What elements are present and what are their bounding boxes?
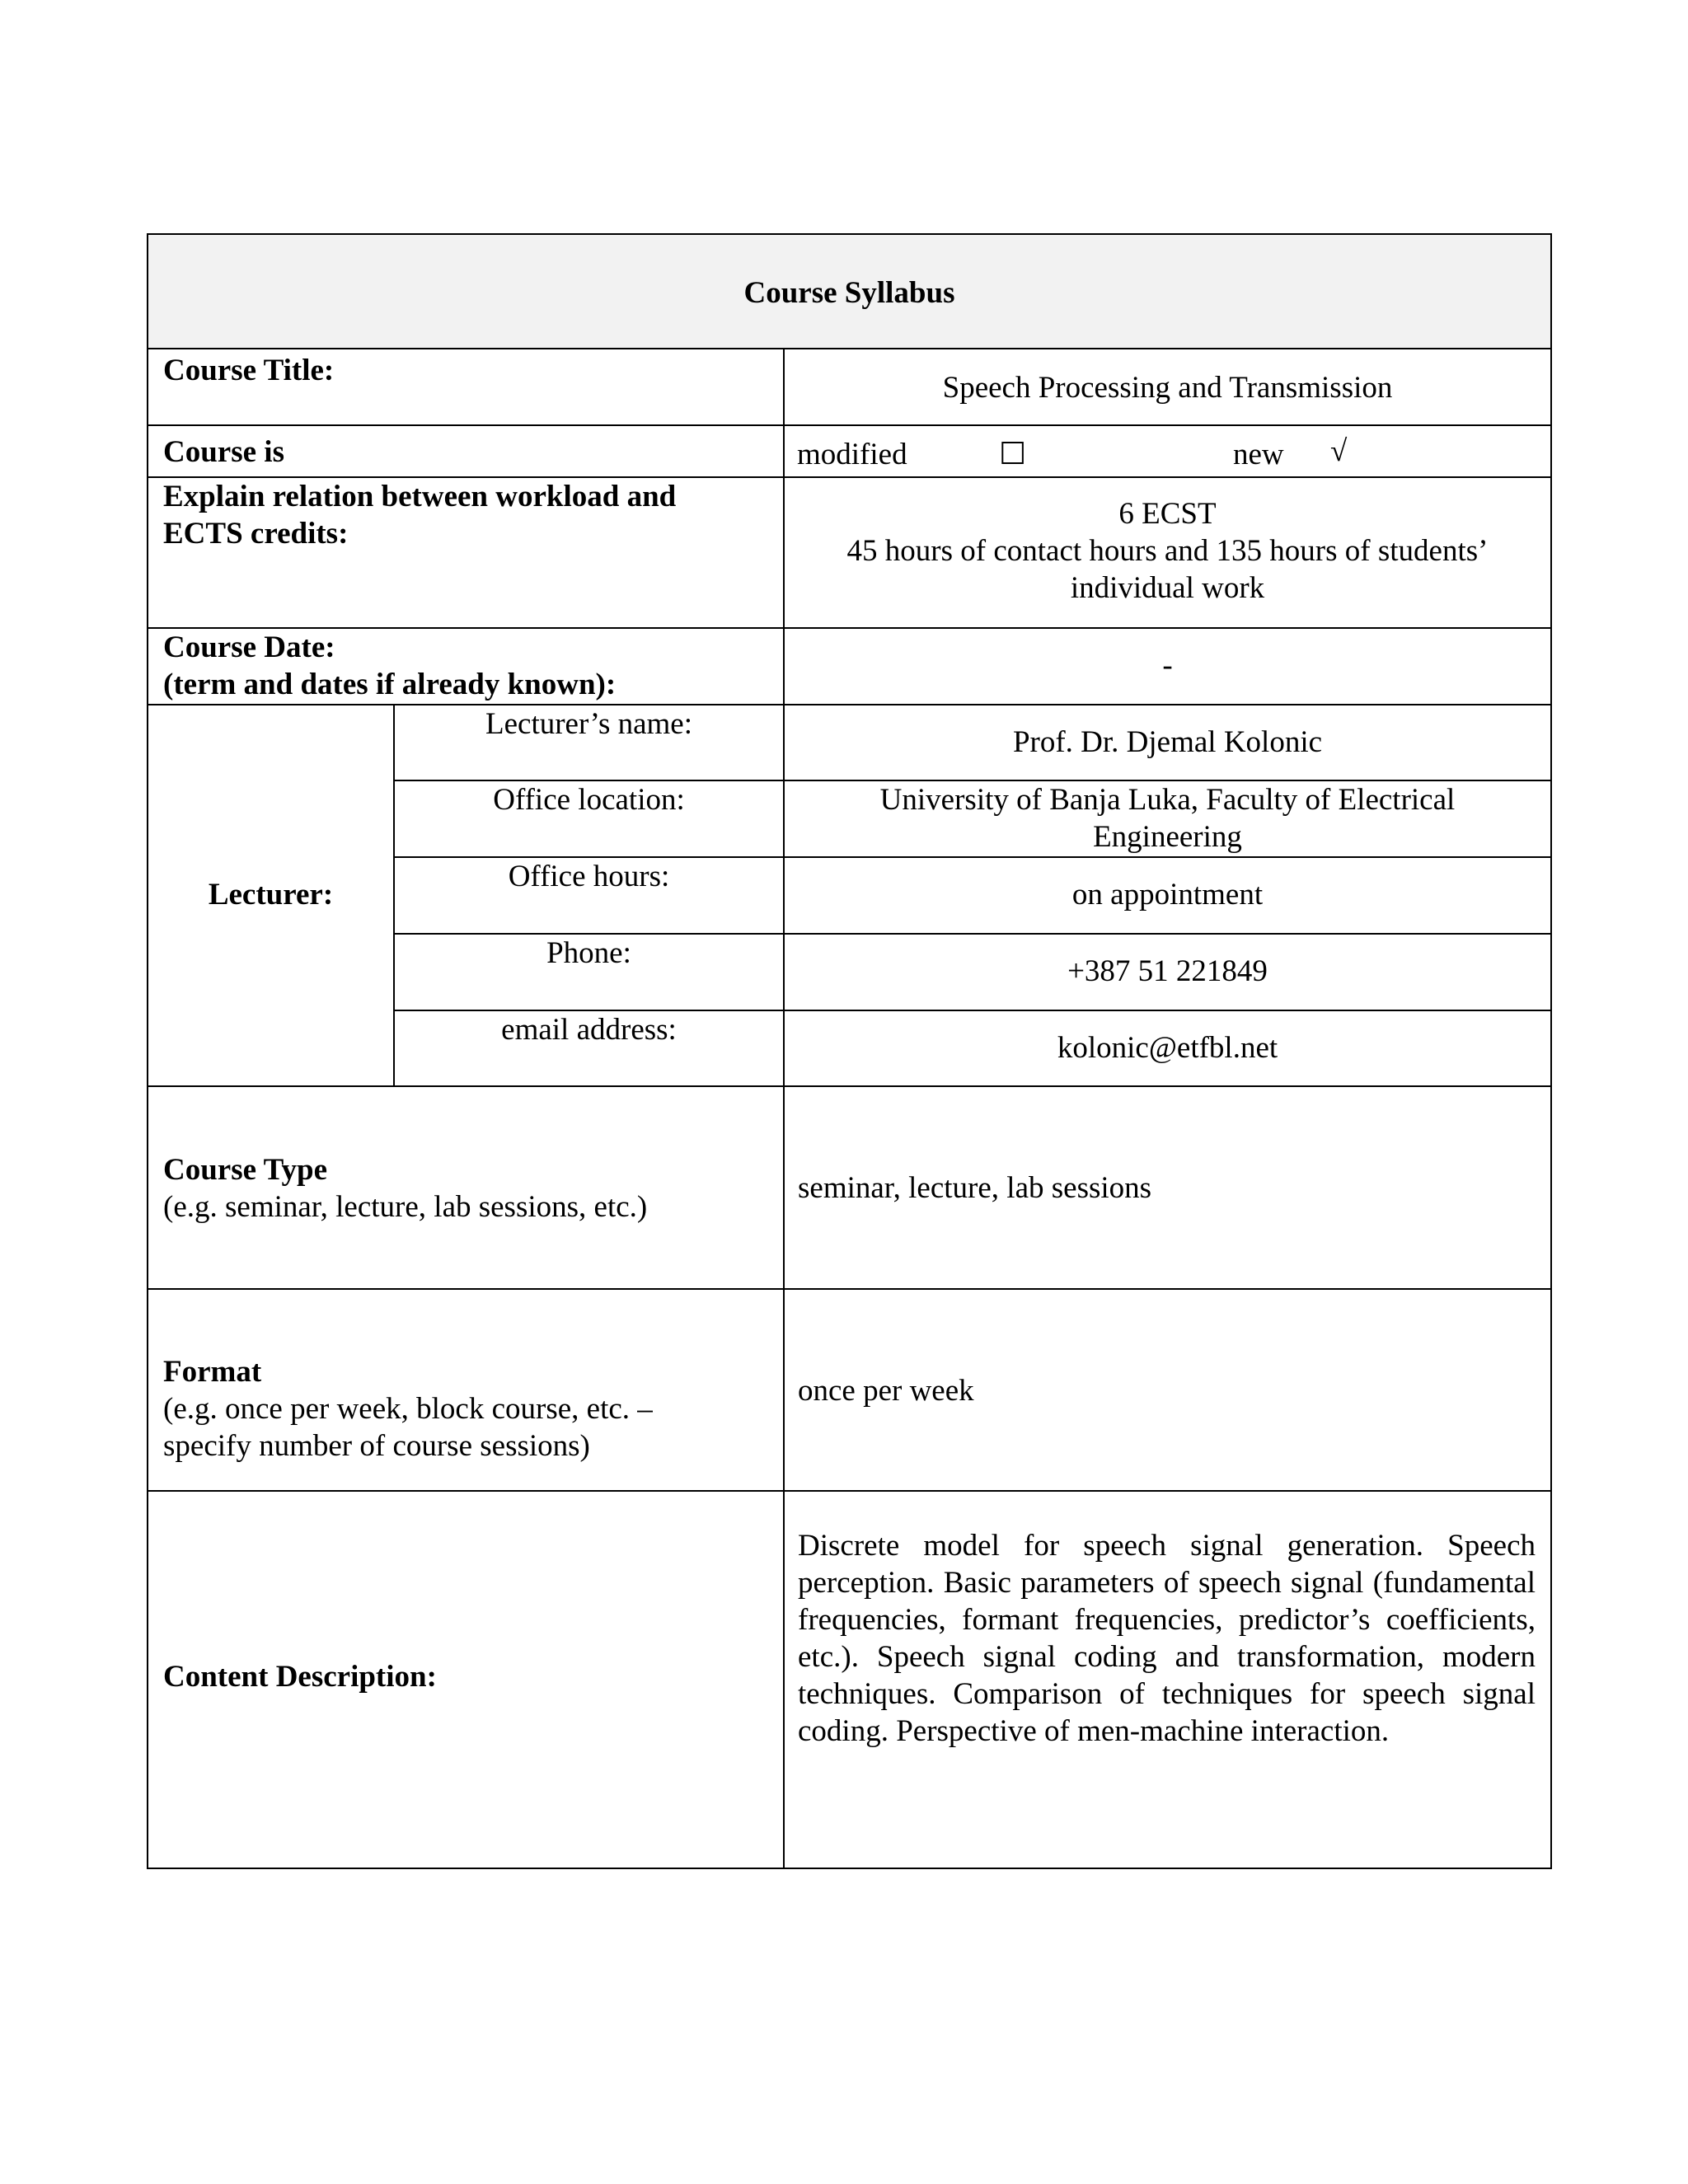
row-divider: [148, 704, 1550, 705]
new-checkmark-icon: √: [1330, 434, 1348, 468]
workload-value: 6 ECST 45 hours of contact hours and 135 hours of students’ individual work: [846, 497, 1489, 605]
course-type-label: Course Type (e.g. seminar, lecture, lab sessions, etc.): [163, 1153, 648, 1224]
course-title-value: Speech Processing and Transmission: [942, 371, 1393, 405]
row-divider: [148, 1085, 1550, 1087]
lecturer-name-value: Prof. Dr. Djemal Kolonic: [1012, 725, 1323, 759]
workload-label: Explain relation between workload and ECTS credits:: [163, 480, 677, 551]
office-location-value: University of Banja Luka, Faculty of Electrical Engineering: [879, 783, 1456, 854]
office-location-label: Office location:: [493, 783, 685, 817]
email-value: kolonic@etfbl.net: [1057, 1031, 1278, 1065]
table-title: Course Syllabus: [743, 276, 955, 310]
office-hours-value: on appointment: [1071, 878, 1264, 912]
email-label: email address:: [501, 1013, 677, 1047]
course-is-label: Course is: [163, 435, 284, 469]
format-value: once per week: [798, 1374, 974, 1408]
lecturer-label: Lecturer:: [208, 878, 334, 912]
lecturer-name-label: Lecturer’s name:: [485, 707, 692, 741]
modified-checkbox-icon: ☐: [999, 438, 1027, 471]
phone-value: +387 51 221849: [1067, 954, 1268, 988]
course-title-label: Course Title:: [163, 354, 335, 387]
course-date-value: -: [1162, 649, 1173, 682]
header-row: [148, 235, 1550, 349]
content-description-value: Discrete model for speech signal generation. Speech perception. Basic parameters of speech signal (fundamental frequencies, formant frequencies, predictor’s coefficients, etc.). Speech signal coding and transformation, modern techniques. Comparison of techniques for speech signal coding. Perspective of men-machine interaction.: [798, 1529, 1536, 1748]
row-divider: [148, 424, 1550, 426]
syllabus-table: [147, 233, 1552, 1869]
format-label: Format (e.g. once per week, block course, etc. – specify number of course sessions): [163, 1355, 653, 1463]
course-date-label: Course Date: (term and dates if already known):: [163, 630, 617, 701]
row-divider: [148, 1490, 1550, 1492]
office-hours-label: Office hours:: [508, 860, 670, 893]
row-divider: [148, 1288, 1550, 1290]
course-is-modified: modified: [797, 438, 907, 471]
content-description-label: Content Description:: [163, 1660, 437, 1694]
course-type-value: seminar, lecture, lab sessions: [798, 1171, 1152, 1205]
phone-label: Phone:: [546, 936, 631, 970]
course-is-new: new: [1233, 438, 1284, 471]
